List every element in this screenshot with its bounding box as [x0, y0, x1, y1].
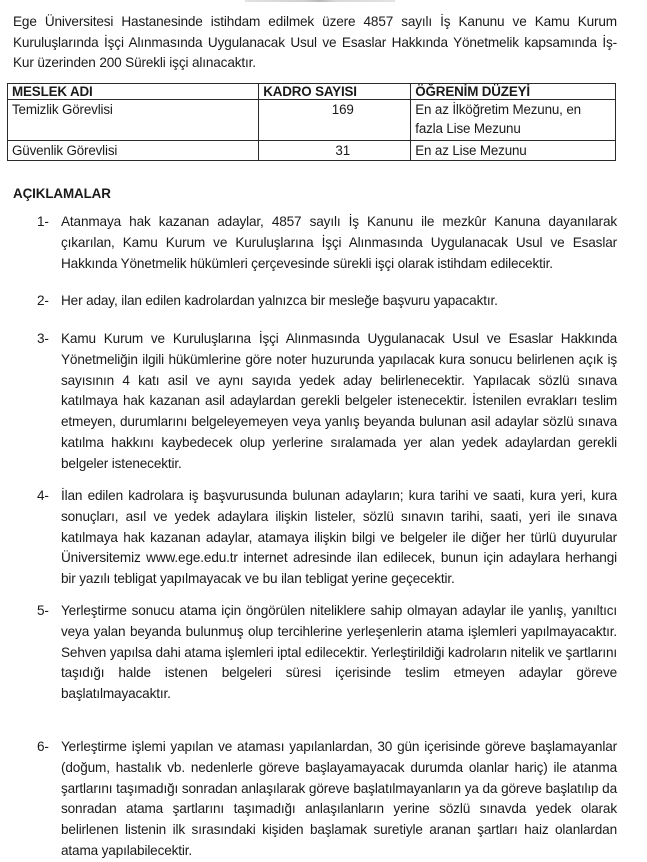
item-number: 3- [37, 331, 49, 346]
positions-table [7, 83, 616, 161]
header-meslek-adi: MESLEK ADI [8, 84, 259, 100]
intro-paragraph: Ege Üniversitesi Hastanesinde istihdam edilmek üzere 4857 sayılı İş Kanunu ve Kamu Kurum Kuruluşlarında İşçi Alınmasında Uygulanacak Usul ve Esaslar Hakkında Yönetmelik kapsamında İş-Kur üzerinden 200 Sürekli işçi alınacaktır. [13, 14, 617, 71]
cell-kadro: 169 [259, 100, 411, 141]
item-number: 4- [37, 488, 49, 503]
explanations-heading: AÇIKLAMALAR [13, 186, 111, 201]
explanation-item-2 [37, 291, 617, 312]
explanation-item-5 [37, 601, 617, 705]
item-text: Yerleştirme işlemi yapılan ve ataması yapılanlardan, 30 gün içerisinde göreve başlamayanlar (doğum, hastalık vb. nedenlerle göreve başlayamayacak durumda olanlar hariç) ile atanma şartlarını taşımadığı sonradan anlaşılarak göreve başlatılmayanların ya da göreve başlatılıp da sonradan atama şartlarını taşımadığı anlaşılanların yerine sözlü sınavda yedek olarak belirlenen listenin ilk sırasındaki kişiden başlamak suretiyle aranan şartları haiz olanlardan atama yapılabilecektir. [61, 739, 617, 858]
header-kadro-sayisi: KADRO SAYISI [259, 84, 411, 100]
explanation-item-4 [37, 486, 617, 590]
item-text: Kamu Kurum ve Kuruluşlarına İşçi Alınmasında Uygulanacak Usul ve Esaslar Hakkında Yönetmeliğin ilgili hükümlerine göre noter huzurunda yapılacak kura sonucu belirlenen açık iş sayısının 4 katı asil ve aynı sayıda yedek aday belirlenecektir. Yapılacak sözlü sınava katılmaya hak kazanan asil adaylardan gerekli belgeler istenecektir. İstenilen evrakları teslim etmeyen, durumlarını belgeleyemeyen veya yanlış beyanda bulunan asil adaylar sözlü sınava katılma hakkını kaybedecek olup yerlerine sıralamada yer alan yedek adaylardan gerekli belgeler istenecektir. [61, 331, 617, 471]
cell-kadro: 31 [259, 141, 411, 161]
explanation-item-6 [37, 737, 617, 862]
item-number: 2- [37, 293, 49, 308]
item-number: 6- [37, 739, 49, 754]
item-text: Her aday, ilan edilen kadrolardan yalnızca bir mesleğe başvuru yapacaktır. [61, 293, 498, 308]
item-text: Atanmaya hak kazanan adaylar, 4857 sayılı İş Kanunu ile mezkûr Kanuna dayanılarak çıkarılan, Kamu Kurum ve Kuruluşlarına İşçi Alınmasında Uygulanacak Usul ve Esaslar Hakkında Yönetmelik hükümleri çerçevesinde sürekli işçi olarak istihdam edilecektir. [61, 214, 617, 271]
item-number: 5- [37, 603, 49, 618]
cell-ogrenim: En az İlköğretim Mezunu, en fazla Lise Mezunu [411, 100, 616, 141]
table-row [8, 100, 616, 141]
cut-off-title [245, 0, 395, 2]
cell-meslek: Güvenlik Görevlisi [8, 141, 259, 161]
header-ogrenim-duzeyi: ÖĞRENİM DÜZEYİ [411, 84, 616, 100]
item-text: İlan edilen kadrolara iş başvurusunda bulunan adayların; kura tarihi ve saati, kura yeri, kura sonuçları, asıl ve yedek adaylara ilişkin listeler, sözlü sınavın tarihi, saati, yeri ile sınava katılmaya hak kazanan adaylar, atamaya ilişkin bilgi ve belgeler ile diğer her türlü duyurular Üniversitemiz www.ege.edu.tr internet adresinde ilan edilecek, bunun için adaylara herhangi bir yazılı tebligat yapılmayacak ve bu ilan tebligat yerine geçecektir. [61, 488, 617, 587]
cell-meslek: Temizlik Görevlisi [8, 100, 259, 141]
explanation-item-3 [37, 329, 617, 475]
table-header-row [8, 84, 616, 100]
table-row [8, 141, 616, 161]
item-number: 1- [37, 214, 49, 229]
explanation-item-1 [37, 212, 617, 274]
item-text: Yerleştirme sonucu atama için öngörülen niteliklere sahip olmayan adaylar ile yanlış, yanıltıcı veya yalan beyanda bulunmuş olup tercihlerine yerleşenlerin atama işlemleri yapılmayacaktır. Sehven yapılsa dahi atama işlemleri iptal edilecektir. Yerleştirildiği kadroların nitelik ve şartlarını taşıdığı halde istenen belgeleri süresi içerisinde teslim etmeyen adaylar göreve başlatılmayacaktır. [61, 603, 617, 702]
cell-ogrenim: En az Lise Mezunu [411, 141, 616, 161]
